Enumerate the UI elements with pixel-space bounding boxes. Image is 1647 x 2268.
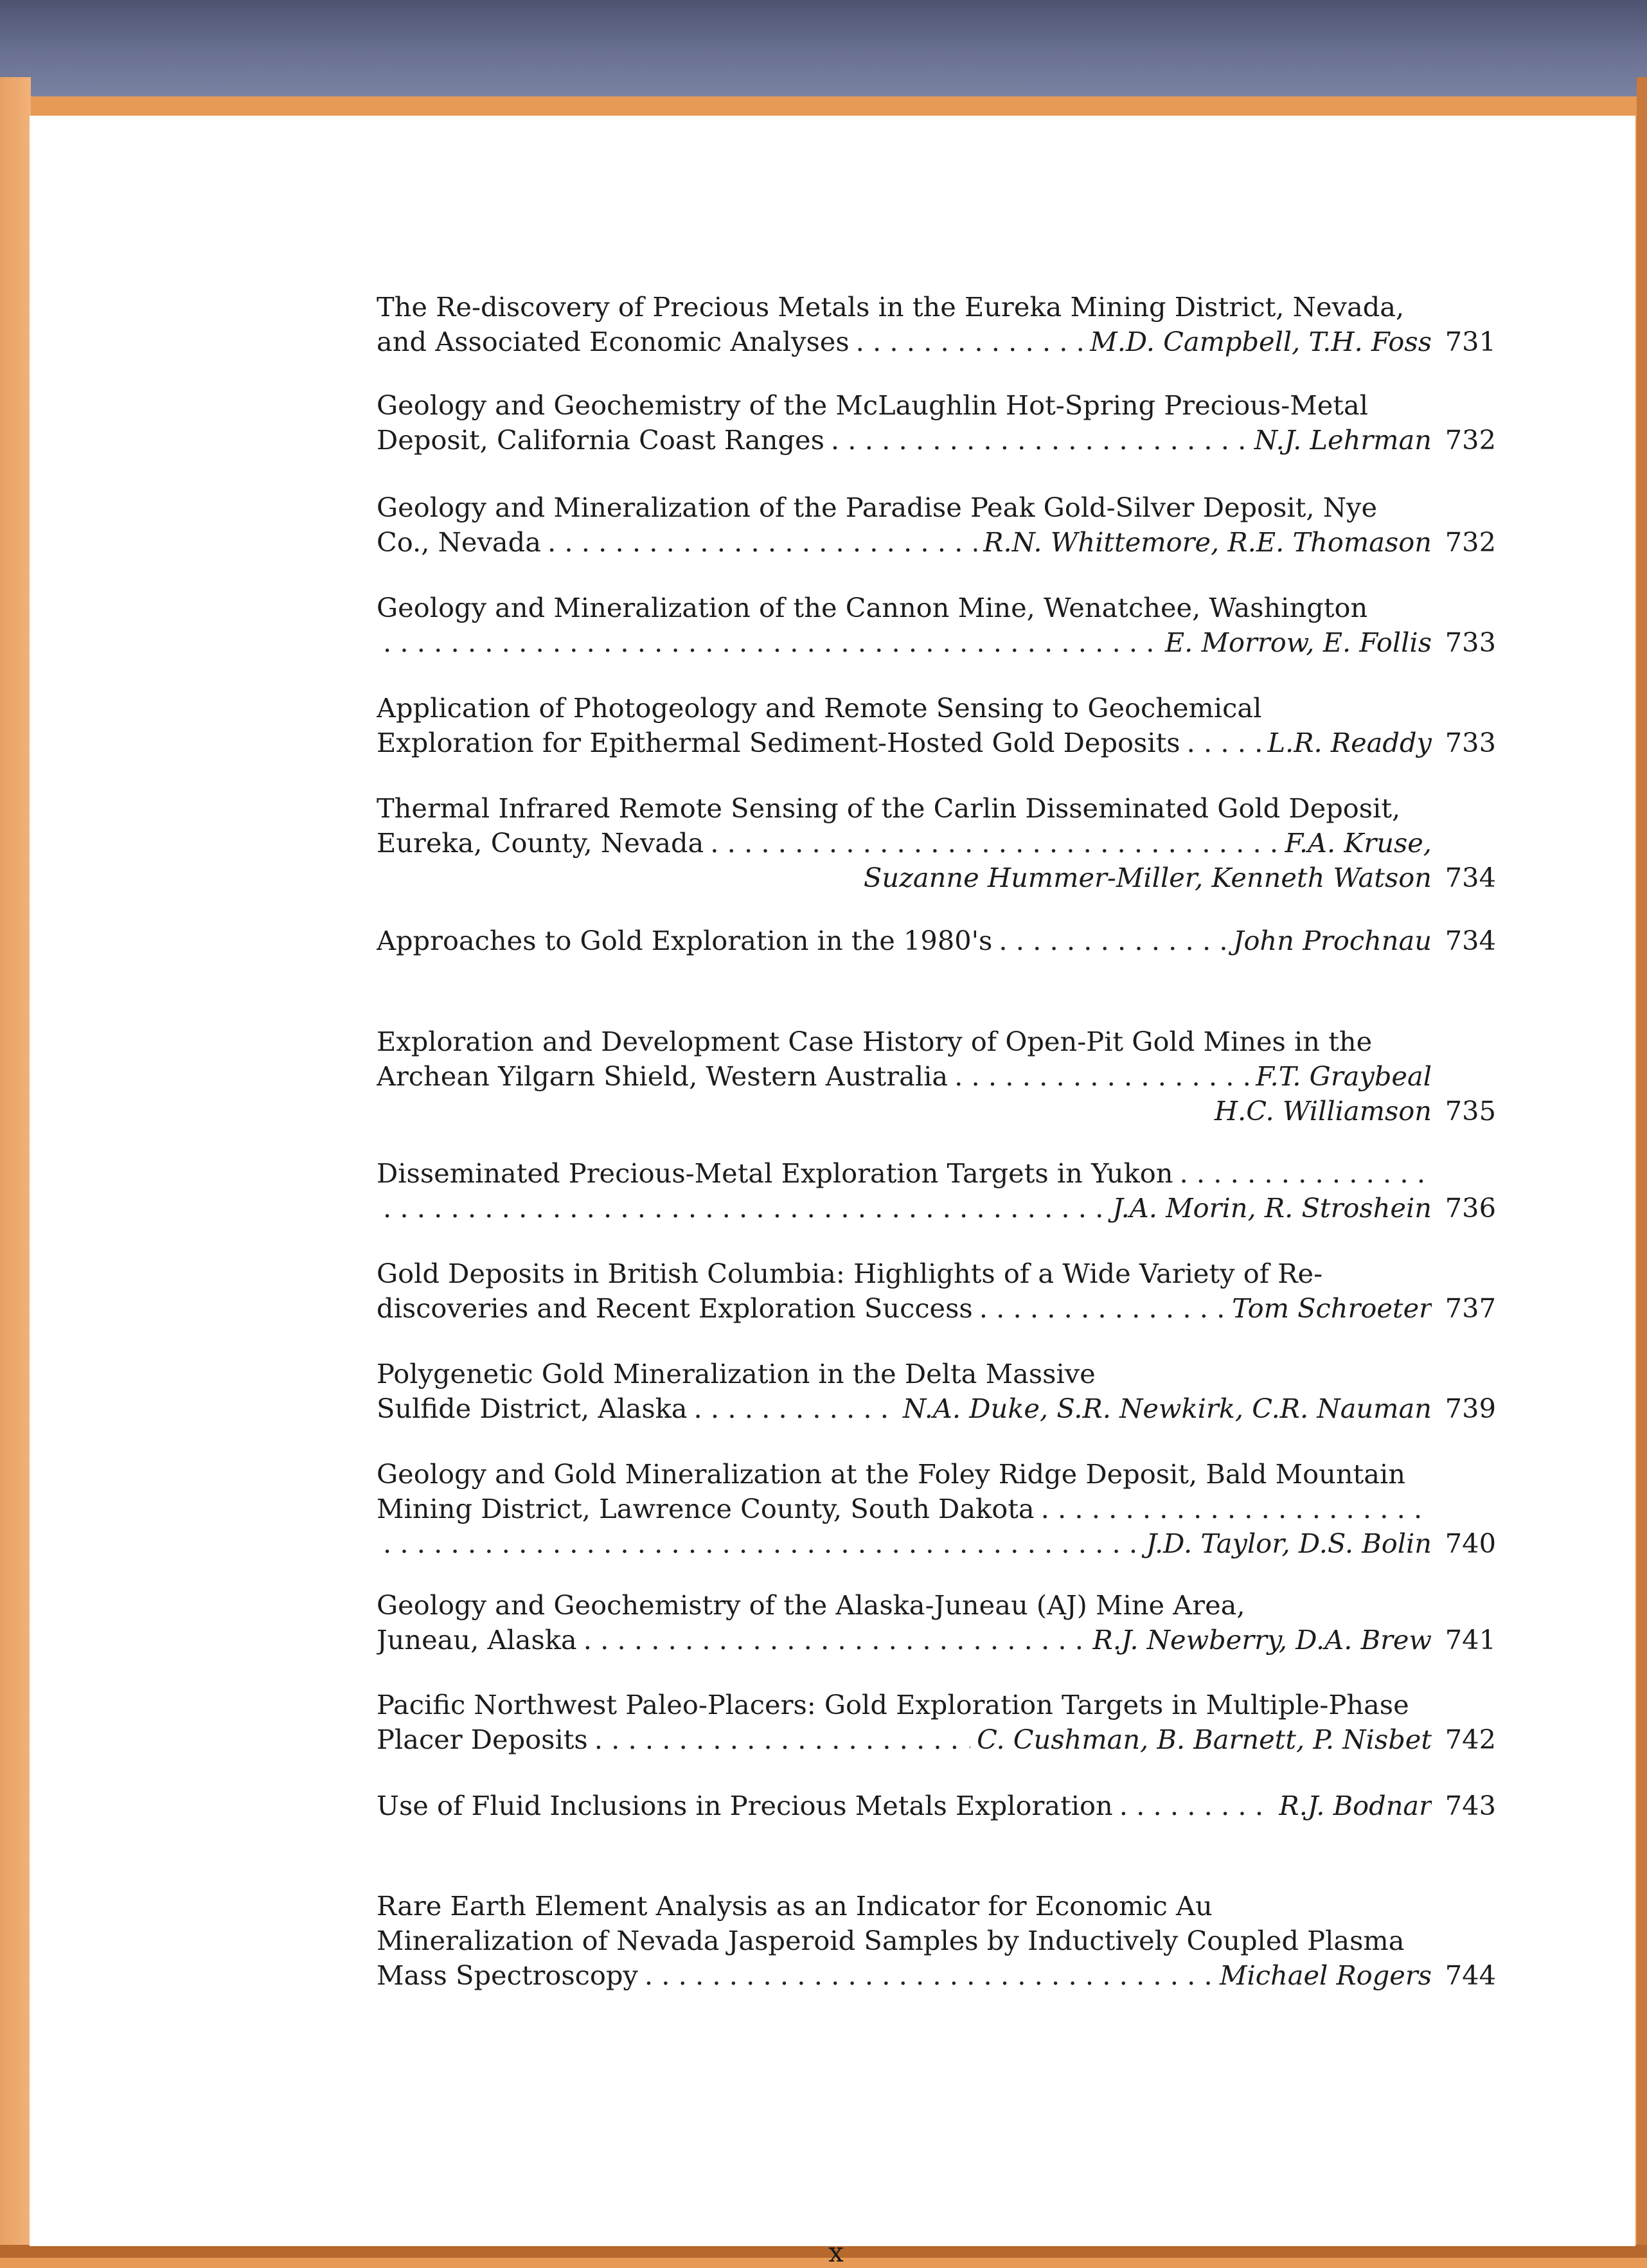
entry-title-line: The Re-discovery of Precious Metals in the Eureka Mining District, Nevada, [377, 291, 1405, 323]
entry-title-line: Thermal Infrared Remote Sensing of the Carlin Disseminated Gold Deposit, [377, 792, 1401, 824]
dot-leader [831, 423, 1248, 458]
book-cover-edge-right [1637, 77, 1647, 2258]
toc-entry [377, 691, 1496, 760]
entry-title-text: and Associated Economic Analyses [377, 326, 850, 357]
entry-leader-line [377, 1958, 1432, 1993]
entry-page-number: 733 [1445, 627, 1496, 658]
entry-leader-line [377, 1526, 1432, 1561]
entry-leader-line [377, 525, 1432, 560]
dot-leader [694, 1391, 897, 1426]
entry-page-number: 735 [1445, 1095, 1496, 1127]
entry-leader-line [377, 1191, 1432, 1226]
toc-entry [377, 290, 1496, 359]
dot-leader [856, 325, 1084, 359]
entry-title-text: Use of Fluid Inclusions in Precious Metals Exploration [377, 1790, 1113, 1821]
entry-title-text: Deposit, California Coast Ranges [377, 424, 824, 456]
entry-leader-line [377, 726, 1432, 760]
entry-title-line: Rare Earth Element Analysis as an Indicator for Economic Au [377, 1890, 1213, 1922]
entry-leader-line [377, 1156, 1432, 1191]
dot-leader [645, 1958, 1213, 1993]
entry-author: N.A. Duke, S.R. Newkirk, C.R. Nauman [903, 1393, 1432, 1424]
toc-entry [377, 1357, 1496, 1426]
entry-title-line: Mineralization of Nevada Jasperoid Samples by Inductively Coupled Plasma [377, 1925, 1405, 1956]
page-folio: x [828, 2237, 844, 2268]
dot-leader [1041, 1492, 1425, 1526]
toc-entry [377, 1688, 1496, 1757]
entry-author: Tom Schroeter [1232, 1292, 1432, 1324]
entry-leader-line [377, 325, 1432, 359]
entry-author: E. Morrow, E. Follis [1164, 627, 1432, 658]
entry-title-text: Mass Spectroscopy [377, 1960, 638, 1991]
entry-title-line: Geology and Gold Mineralization at the Foley Ridge Deposit, Bald Mountain [377, 1458, 1405, 1490]
dot-leader [1119, 1789, 1273, 1823]
dot-leader [383, 625, 1159, 660]
entry-title-text: Disseminated Precious-Metal Exploration Targets in Yukon [377, 1157, 1173, 1189]
dot-leader [710, 826, 1278, 861]
entry-leader-line [377, 1391, 1432, 1426]
entry-page-number: 732 [1445, 424, 1496, 456]
toc-entry [377, 1457, 1496, 1561]
toc-entry [377, 1256, 1496, 1326]
entry-author: J.D. Taylor, D.S. Bolin [1146, 1528, 1432, 1559]
entry-leader-line [377, 1059, 1432, 1094]
dot-leader [1179, 1156, 1425, 1191]
toc-entry [377, 1588, 1496, 1657]
entry-page-number: 739 [1445, 1393, 1496, 1424]
entry-leader-line [377, 1722, 1432, 1757]
entry-leader-line [377, 1789, 1432, 1823]
entry-page-number: 734 [1445, 862, 1496, 893]
entry-page-number: 734 [1445, 925, 1496, 956]
entry-title-text: Juneau, Alaska [377, 1624, 577, 1656]
entry-leader-line [377, 1492, 1432, 1526]
entry-title-text: Placer Deposits [377, 1724, 588, 1755]
dot-leader [979, 1291, 1225, 1326]
entry-title-text: discoveries and Recent Exploration Success [377, 1292, 973, 1324]
entry-author: M.D. Campbell, T.H. Foss [1090, 326, 1432, 357]
entry-author: C. Cushman, B. Barnett, P. Nisbet [977, 1724, 1432, 1755]
entry-author: L.R. Readdy [1267, 727, 1432, 758]
entry-title-text: Eureka, County, Nevada [377, 827, 704, 859]
entry-leader-line [377, 826, 1432, 861]
dot-leader [583, 1623, 1087, 1657]
entry-page-number: 743 [1445, 1790, 1496, 1821]
entry-title-text: Approaches to Gold Exploration in the 1980's [377, 925, 993, 956]
toc-entry [377, 490, 1496, 560]
entry-author: Michael Rogers [1220, 1960, 1432, 1991]
book-cover-edge-left [0, 77, 31, 2258]
entry-leader-line [377, 423, 1432, 458]
toc-entry [377, 924, 1496, 958]
entry-title-line: Geology and Geochemistry of the Alaska-Juneau (AJ) Mine Area, [377, 1589, 1245, 1621]
dot-leader [383, 1191, 1106, 1226]
entry-author: N.J. Lehrman [1254, 424, 1432, 456]
scanner-background [0, 0, 1647, 96]
dot-leader [954, 1059, 1249, 1094]
toc-entry [377, 1024, 1496, 1129]
dot-leader [548, 525, 977, 560]
toc-page [30, 116, 1635, 2268]
entry-page-number: 737 [1445, 1292, 1496, 1324]
entry-author: John Prochnau [1233, 925, 1432, 956]
toc-entry [377, 1789, 1496, 1823]
entry-title-line: Gold Deposits in British Columbia: Highlights of a Wide Variety of Re- [377, 1258, 1323, 1289]
entry-title-text: Mining District, Lawrence County, South Dakota [377, 1493, 1035, 1524]
toc-entry [377, 791, 1496, 895]
dot-leader [999, 924, 1226, 958]
entry-title-text: Sulfide District, Alaska [377, 1393, 688, 1424]
entry-title-line: Geology and Mineralization of the Cannon Mine, Wenatchee, Washington [377, 592, 1368, 623]
entry-author: R.N. Whittemore, R.E. Thomason [983, 526, 1432, 558]
entry-page-number: 740 [1445, 1528, 1496, 1559]
entry-author: R.J. Bodnar [1279, 1790, 1432, 1821]
dot-leader [383, 1526, 1140, 1561]
entry-author: F.T. Graybeal [1256, 1060, 1432, 1092]
entry-title-text: Archean Yilgarn Shield, Western Australia [377, 1060, 948, 1092]
entry-author-continued: H.C. Williamson [1214, 1095, 1432, 1127]
entry-page-number: 732 [1445, 526, 1496, 558]
entry-title-line: Pacific Northwest Paleo-Placers: Gold Exploration Targets in Multiple-Phase [377, 1689, 1409, 1720]
entry-author: R.J. Newberry, D.A. Brew [1092, 1624, 1432, 1656]
entry-page-number: 731 [1445, 326, 1496, 357]
toc-entry [377, 1889, 1496, 1993]
entry-page-number: 741 [1445, 1624, 1496, 1656]
entry-author: J.A. Morin, R. Stroshein [1112, 1192, 1432, 1224]
entry-leader-line [377, 1291, 1432, 1326]
toc-entry [377, 591, 1496, 660]
dot-leader [594, 1722, 970, 1757]
entry-leader-line [377, 924, 1432, 958]
entry-page-number: 733 [1445, 727, 1496, 758]
dot-leader [1187, 726, 1261, 760]
entry-title-text: Exploration for Epithermal Sediment-Hosted Gold Deposits [377, 727, 1180, 758]
entry-leader-line [377, 625, 1432, 660]
entry-page-number: 736 [1445, 1192, 1496, 1224]
toc-entry [377, 388, 1496, 458]
entry-leader-line [377, 1623, 1432, 1657]
entry-title-line: Geology and Mineralization of the Paradise Peak Gold-Silver Deposit, Nye [377, 492, 1378, 523]
entry-author-continued: Suzanne Hummer-Miller, Kenneth Watson [863, 862, 1432, 893]
entry-author: F.A. Kruse, [1285, 827, 1432, 859]
entry-title-line: Polygenetic Gold Mineralization in the Delta Massive [377, 1358, 1096, 1389]
entry-title-line: Geology and Geochemistry of the McLaughlin Hot-Spring Precious-Metal [377, 389, 1368, 421]
entry-title-text: Co., Nevada [377, 526, 541, 558]
entry-page-number: 744 [1445, 1960, 1496, 1991]
toc-entry [377, 1156, 1496, 1226]
entry-page-number: 742 [1445, 1724, 1496, 1755]
entry-title-line: Exploration and Development Case History of Open-Pit Gold Mines in the [377, 1026, 1373, 1057]
entry-title-line: Application of Photogeology and Remote Sensing to Geochemical [377, 692, 1262, 724]
